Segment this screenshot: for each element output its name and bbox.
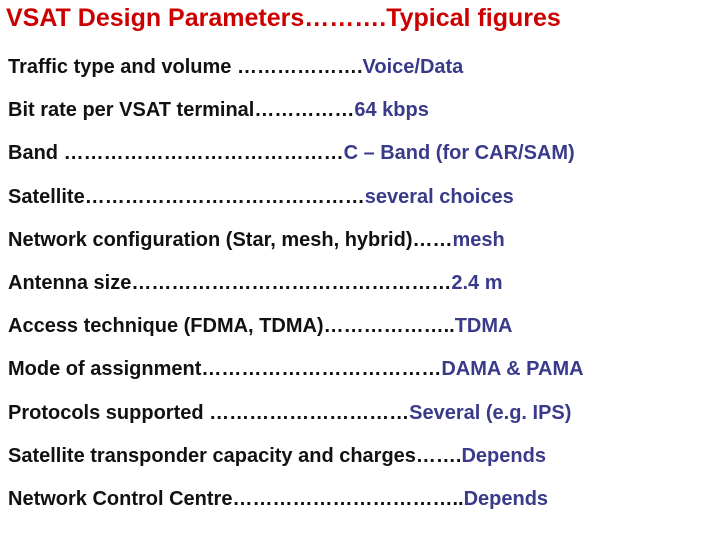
parameter-label: Band xyxy=(8,142,64,164)
parameter-row-protocols xyxy=(8,402,571,425)
parameter-label: Protocols supported xyxy=(8,402,210,424)
parameter-row-network-configuration xyxy=(8,229,505,252)
parameter-value: Depends xyxy=(463,488,549,510)
parameter-label: Satellite xyxy=(8,186,85,208)
leader-dots: …………………………………… xyxy=(63,142,344,164)
parameter-row-mode-of-assignment xyxy=(8,358,584,381)
leader-dots: …………………………………… xyxy=(84,186,365,208)
leader-dots: …… xyxy=(412,229,453,251)
leader-dots: ………………………… xyxy=(209,402,410,424)
parameter-row-access-technique xyxy=(8,315,512,338)
leader-dots: ……………….. xyxy=(323,315,455,337)
parameter-row-transponder-capacity xyxy=(8,445,546,468)
parameter-label: Antenna size xyxy=(8,272,132,294)
parameter-value: Several (e.g. IPS) xyxy=(409,402,572,424)
parameter-row-band xyxy=(8,142,575,165)
parameter-label: Network configuration (Star, mesh, hybrid) xyxy=(8,229,413,251)
parameter-row-antenna-size xyxy=(8,272,503,295)
parameter-value: C – Band (for CAR/SAM) xyxy=(343,142,575,164)
parameter-value: Voice/Data xyxy=(362,56,464,78)
parameter-value: DAMA & PAMA xyxy=(441,358,584,380)
parameter-value: Depends xyxy=(461,445,546,467)
parameter-row-traffic xyxy=(8,56,463,79)
parameter-value: 2.4 m xyxy=(451,272,503,294)
parameter-value: 64 kbps xyxy=(354,99,429,121)
parameter-label: Network Control Centre xyxy=(8,488,233,510)
leader-dots: …………… xyxy=(254,99,355,121)
parameter-value: several choices xyxy=(364,186,514,208)
leader-dots: …………………………….. xyxy=(232,488,464,510)
parameter-row-bit-rate xyxy=(8,99,429,122)
leader-dots: ………………. xyxy=(236,56,363,78)
parameter-label: Satellite transponder capacity and charges xyxy=(8,445,416,467)
page-title: VSAT Design Parameters……….Typical figures xyxy=(6,4,561,32)
leader-dots: ……. xyxy=(415,445,462,467)
parameter-label: Mode of assignment xyxy=(8,358,202,380)
parameter-label: Traffic type and volume xyxy=(8,56,237,78)
parameter-label: Bit rate per VSAT terminal xyxy=(8,99,255,121)
parameter-row-satellite xyxy=(8,186,514,209)
parameter-row-network-control-centre xyxy=(8,488,548,511)
parameter-value: mesh xyxy=(452,229,505,251)
parameter-value: TDMA xyxy=(454,315,513,337)
parameter-label: Access technique (FDMA, TDMA) xyxy=(8,315,324,337)
leader-dots: ……………………………… xyxy=(201,358,442,380)
leader-dots: ………………………………………… xyxy=(131,272,452,294)
